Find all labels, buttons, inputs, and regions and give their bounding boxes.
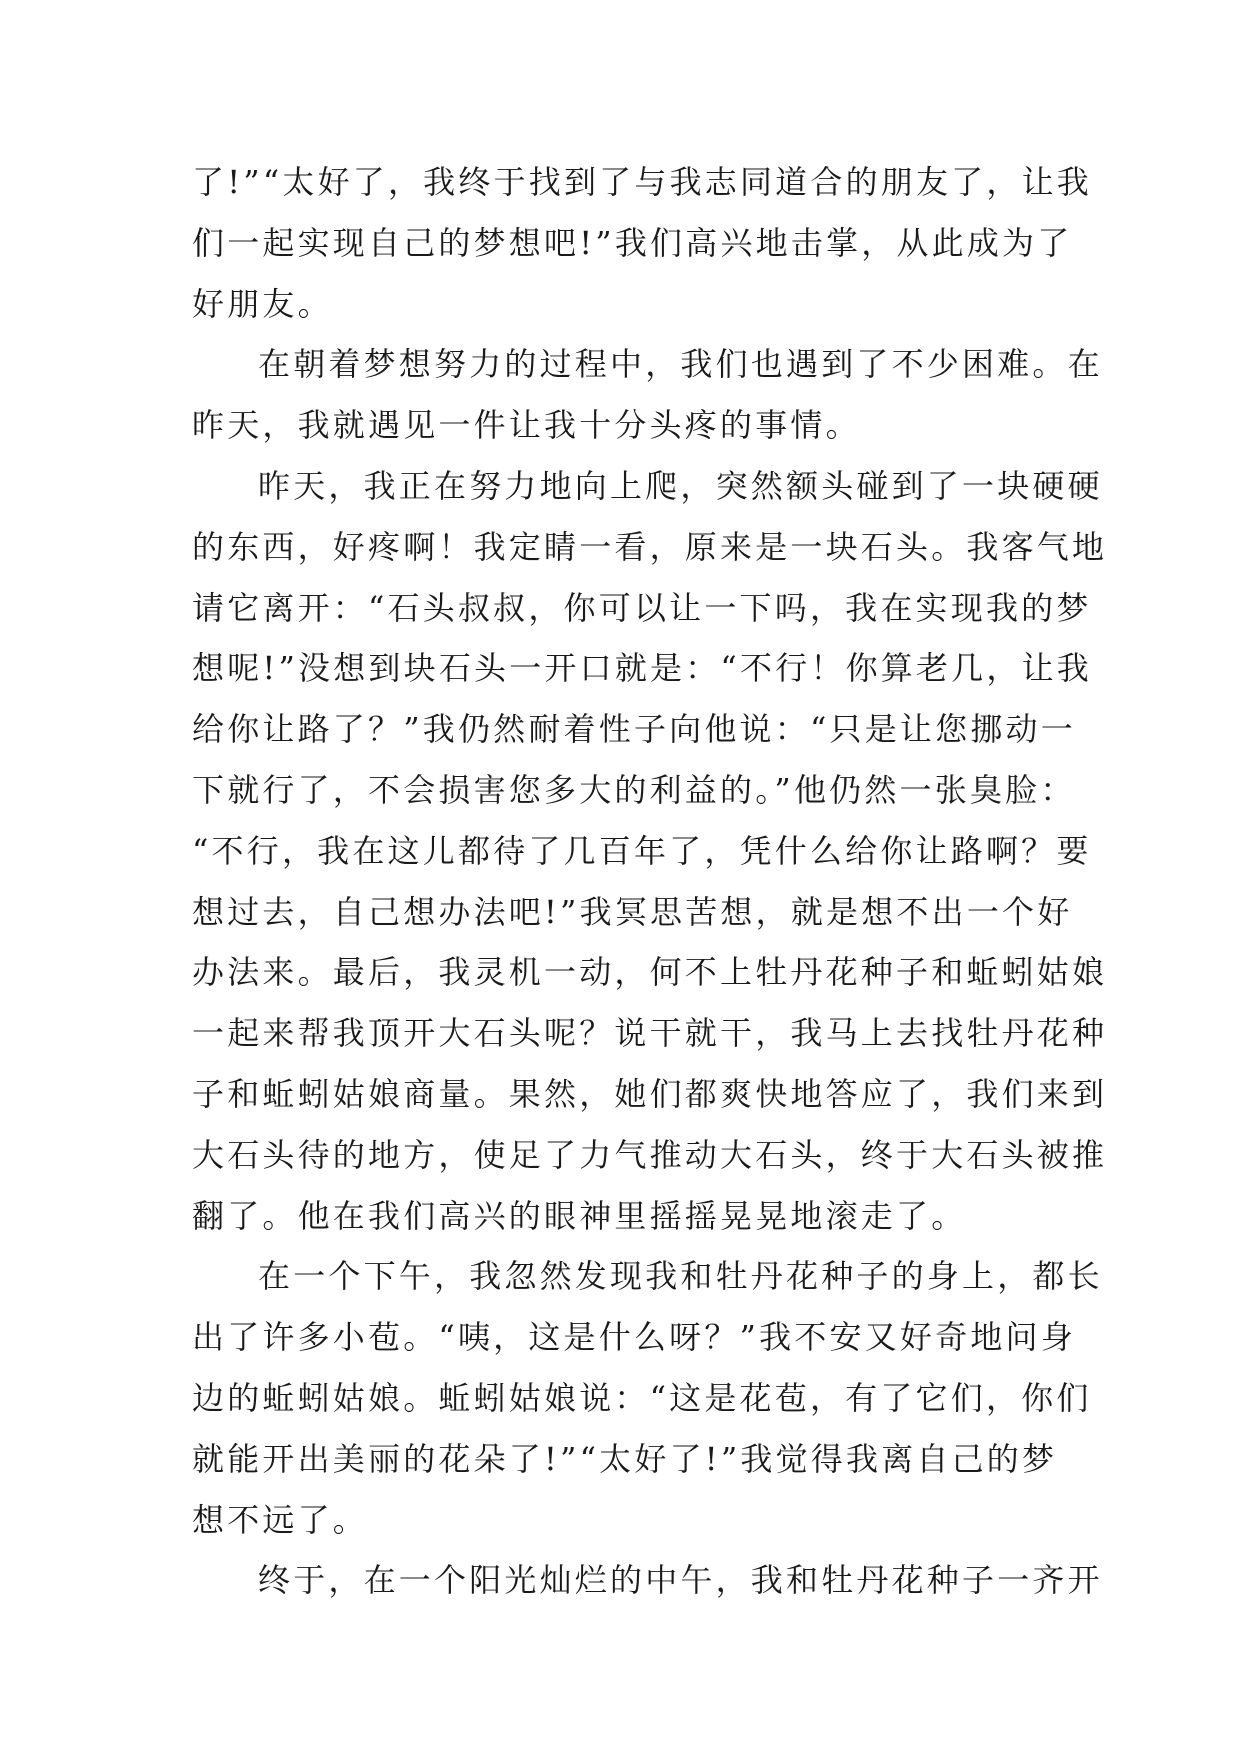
paragraph-3 bbox=[192, 456, 1108, 1246]
text-line: 就能开出美丽的花朵了!”“太好了!”我觉得我离自己的梦 bbox=[192, 1439, 1058, 1478]
paragraph-5 bbox=[192, 1550, 1103, 1611]
text-line: 的东西，好疼啊！我定睛一看，原来是一块石头。我客气地 bbox=[192, 527, 1108, 566]
paragraph-4 bbox=[192, 1246, 1103, 1550]
text-line: 在朝着梦想努力的过程中，我们也遇到了不少困难。在 bbox=[258, 345, 1103, 384]
paragraph-2 bbox=[192, 334, 1103, 456]
text-line: 一起来帮我顶开大石头呢？说干就干，我马上去找牡丹花种 bbox=[192, 1014, 1108, 1053]
body-text bbox=[192, 152, 1108, 1611]
text-line: 好朋友。 bbox=[192, 284, 333, 323]
text-line: 终于，在一个阳光灿烂的中午，我和牡丹花种子一齐开 bbox=[258, 1561, 1103, 1600]
text-line: 下就行了，不会损害您多大的利益的。”他仍然一张臭脸： bbox=[192, 770, 1076, 809]
text-line: 了!”“太好了，我终于找到了与我志同道合的朋友了，让我 bbox=[192, 163, 1092, 201]
text-line: 翻了。他在我们高兴的眼神里摇摇晃晃地滚走了。 bbox=[192, 1196, 967, 1235]
text-line: 请它离开：“石头叔叔，你可以让一下吗，我在实现我的梦 bbox=[192, 588, 1092, 627]
text-line: 昨天，我就遇见一件让我十分头疼的事情。 bbox=[192, 406, 861, 445]
text-line: 边的蚯蚓姑娘。蚯蚓姑娘说：“这是花苞，有了它们，你们 bbox=[192, 1378, 1092, 1417]
text-line: 给你让路了？”我仍然耐着性子向他说：“只是让您挪动一 bbox=[192, 710, 1076, 749]
text-line: 昨天，我正在努力地向上爬，突然额头碰到了一块硬硬 bbox=[258, 466, 1103, 505]
text-line: 们一起实现自己的梦想吧!”我们高兴地击掌，从此成为了 bbox=[192, 223, 1073, 262]
text-line: 子和蚯蚓姑娘商量。果然，她们都爽快地答应了，我们来到 bbox=[192, 1074, 1108, 1113]
text-line: 想过去，自己想办法吧!”我冥思苦想，就是想不出一个好 bbox=[192, 892, 1073, 931]
text-line: 想不远了。 bbox=[192, 1500, 369, 1539]
text-line: 出了许多小苞。“咦，这是什么呀？”我不安又好奇地问身 bbox=[192, 1318, 1076, 1357]
text-line: 办法来。最后，我灵机一动，何不上牡丹花种子和蚯蚓姑娘 bbox=[192, 953, 1108, 992]
text-line: 大石头待的地方，使足了力气推动大石头，终于大石头被推 bbox=[192, 1135, 1108, 1174]
text-line: 在一个下午，我忽然发现我和牡丹花种子的身上，都长 bbox=[258, 1257, 1103, 1296]
paragraph-1 bbox=[192, 152, 1092, 334]
text-line: 想呢!”没想到块石头一开口就是：“不行！你算老几，让我 bbox=[192, 649, 1092, 688]
text-line: “不行，我在这儿都待了几百年了，凭什么给你让路啊？要 bbox=[192, 831, 1092, 870]
